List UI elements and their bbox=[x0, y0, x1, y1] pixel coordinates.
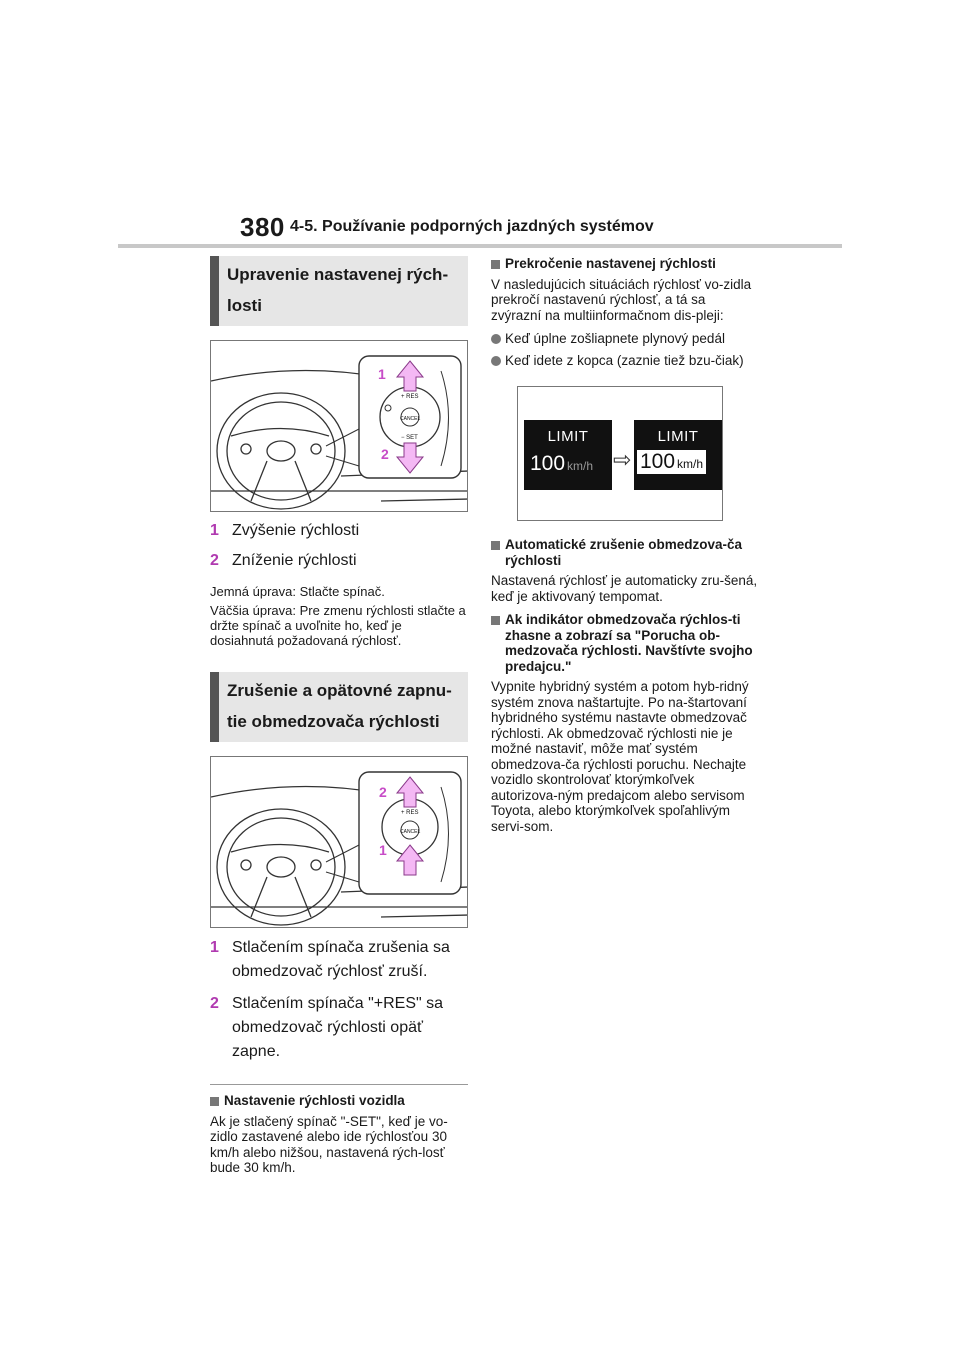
vehicle-speed-heading bbox=[210, 1093, 468, 1109]
set-button-label: − SET bbox=[401, 435, 418, 441]
indicator-text: Vypnite hybridný systém a potom hyb-ridný systém znova naštartujte. Po na-štartovaní hybridného systému nastavte obmedzovač rýchlosti. Ak obmedzovač rýchlosti nie je možné nastaviť, môže mať systém obmedzova-ča rýchlosti poruchu. Nechajte vozidlo skontrolovať ktorýmkoľvek autorizova-ným predajcom alebo servisom Toyota, alebo ktorýmkoľvek spoľahlivým servi-som. bbox=[491, 679, 749, 834]
list-item bbox=[491, 353, 759, 369]
section-divider bbox=[210, 1084, 468, 1085]
cancel-resume-items bbox=[210, 936, 468, 1064]
limit-label: LIMIT bbox=[657, 428, 699, 445]
exceed-text: V nasledujúcich situáciách rýchlosť vo-zidla prekročí nastavenú rýchlosť, a tá sa zvýrazní na multiinformačnom dis-pleji: bbox=[491, 276, 752, 323]
callout-2: 2 bbox=[379, 784, 387, 800]
callout-1: 1 bbox=[378, 366, 386, 382]
adjust-items bbox=[210, 519, 468, 572]
chapter-title: 4-5. Používanie podporných jazdných systémov bbox=[290, 218, 654, 235]
section-title-cancel-resume: Zrušenie a opätovné zapnu-tie obmedzovača rýchlosti bbox=[210, 672, 468, 742]
list-item bbox=[210, 519, 468, 542]
list-item bbox=[210, 992, 468, 1064]
steering-wheel-illustration bbox=[211, 341, 468, 512]
heading-text: Nastavenie rýchlosti vozidla bbox=[224, 1093, 405, 1108]
heading-text: Ak indikátor obmedzovača rýchlos-ti zhasne a zobrazí sa "Porucha ob-medzovača rýchlosti. Navštívte svojho predajcu." bbox=[505, 612, 753, 674]
bullet-dot-icon bbox=[491, 356, 505, 369]
item-number: 2 bbox=[210, 995, 219, 1012]
illustration-adjust-speed bbox=[210, 340, 468, 512]
auto-cancel-heading bbox=[491, 537, 759, 568]
item-number: 1 bbox=[210, 939, 219, 956]
item-text: Stlačením spínača zrušenia sa obmedzovač rýchlosť zruší. bbox=[232, 939, 450, 980]
auto-cancel-text: Nastavená rýchlosť je automaticky zru-šená, keď je aktivovaný tempomat. bbox=[491, 573, 758, 604]
res-button-label: + RES bbox=[401, 810, 419, 816]
unit-text: km/h bbox=[677, 457, 704, 471]
fine-adjust-text: Jemná úprava: Stlačte spínač. bbox=[210, 584, 385, 599]
page-number: 380 bbox=[240, 212, 285, 242]
left-column bbox=[210, 256, 468, 1176]
heading-text: Automatické zrušenie obmedzova-ča rýchlosti bbox=[505, 537, 743, 568]
item-text: Zvýšenie rýchlosti bbox=[232, 522, 360, 539]
list-item bbox=[210, 549, 468, 572]
limit-display-normal bbox=[524, 420, 612, 490]
square-bullet-icon bbox=[210, 1097, 221, 1109]
value-text: 100 bbox=[640, 450, 676, 473]
item-text: Zníženie rýchlosti bbox=[232, 552, 357, 569]
steering-wheel-illustration bbox=[211, 757, 468, 928]
item-text: Stlačením spínača "+RES" sa obmedzovač rýchlosti opäť zapne. bbox=[232, 995, 444, 1060]
limit-value bbox=[637, 450, 706, 474]
right-column bbox=[491, 256, 759, 834]
limit-display-illustration bbox=[517, 386, 723, 521]
list-item bbox=[210, 936, 468, 984]
bullet-dot-icon bbox=[491, 334, 505, 347]
header-rule bbox=[118, 244, 842, 248]
exceed-heading bbox=[491, 256, 759, 272]
square-bullet-icon bbox=[491, 616, 502, 674]
heading-text: Prekročenie nastavenej rýchlosti bbox=[505, 256, 716, 271]
illustration-cancel-resume bbox=[210, 756, 468, 928]
item-number: 1 bbox=[210, 522, 219, 539]
square-bullet-icon bbox=[491, 260, 502, 272]
callout-1: 1 bbox=[379, 842, 387, 858]
limit-label: LIMIT bbox=[547, 428, 589, 445]
value-text: 100 bbox=[530, 452, 566, 475]
callout-2: 2 bbox=[381, 446, 389, 462]
limit-value bbox=[530, 452, 593, 476]
indicator-heading bbox=[491, 612, 759, 674]
res-button-label: + RES bbox=[401, 394, 419, 400]
vehicle-speed-text: Ak je stlačený spínač "-SET", keď je vo-zidlo zastavené alebo ide rýchlosťou 30 km/h alebo nižšou, nastavená rých-losť bude 30 km/h. bbox=[210, 1113, 448, 1175]
limit-display-highlighted bbox=[634, 420, 722, 490]
item-number: 2 bbox=[210, 552, 219, 569]
square-bullet-icon bbox=[491, 541, 502, 568]
section-title-adjust-speed: Upravenie nastavenej rých-losti bbox=[210, 256, 468, 326]
large-adjust-text: Väčšia úprava: Pre zmenu rýchlosti stlačte a držte spínač a uvoľnite ho, keď je dosiahnutá požadovaná rýchlosť. bbox=[210, 603, 466, 648]
cancel-button-label: CANCEL bbox=[400, 829, 421, 835]
cancel-button-label: CANCEL bbox=[400, 416, 421, 422]
list-item bbox=[491, 331, 759, 347]
bullet-text: Keď úplne zošliapnete plynový pedál bbox=[505, 331, 725, 346]
bullet-text: Keď idete z kopca (zaznie tiež bzu-čiak) bbox=[505, 352, 744, 368]
arrow-right-icon: ⇨ bbox=[613, 447, 632, 472]
unit-text: km/h bbox=[567, 459, 594, 473]
